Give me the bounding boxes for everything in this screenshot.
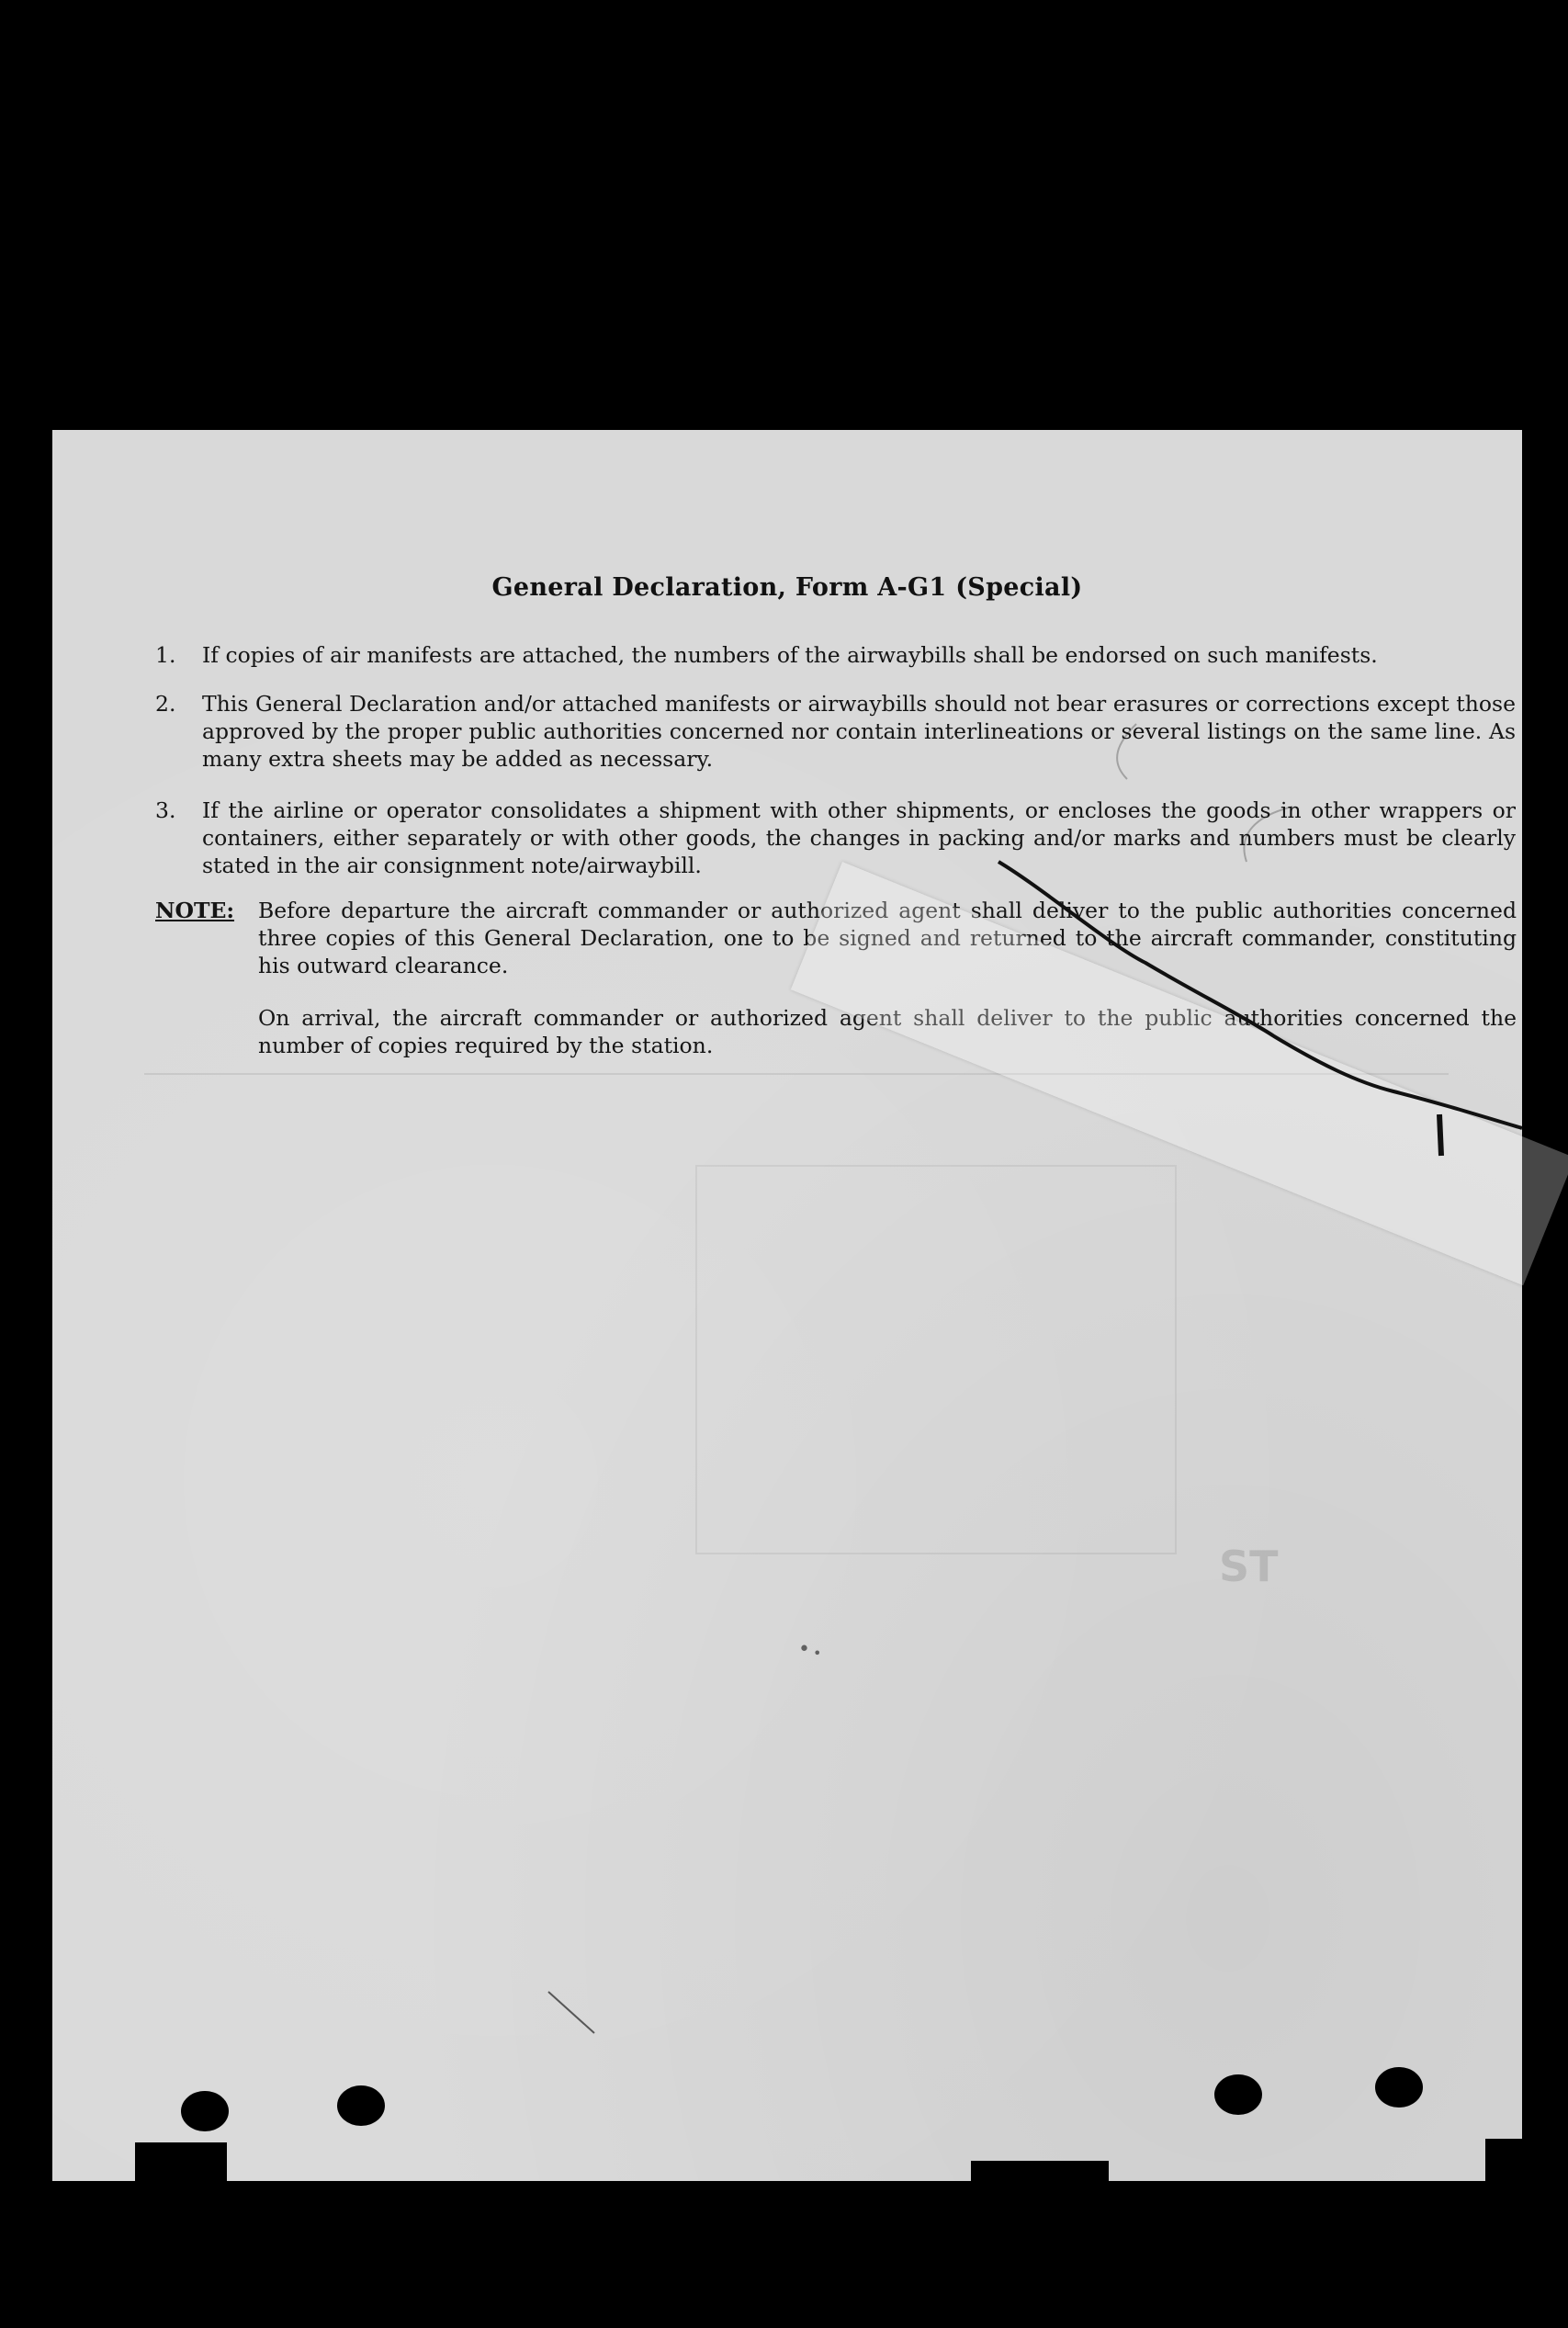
item-number: 3. xyxy=(155,797,176,823)
torn-edge xyxy=(1485,2139,1522,2181)
item-text: If the airline or operator consolidates a shipment with other shipments, or encloses the goods in other wrappers or containers, either separately or with other goods, the changes in packing and/or marks and numbers must be clearly stated in the air consignment note/airwaybill. xyxy=(202,797,1516,878)
punch-hole xyxy=(337,2085,385,2126)
punch-hole xyxy=(1214,2074,1262,2115)
pencil-mark: • xyxy=(798,1638,810,1661)
paper-crack xyxy=(52,430,1522,2181)
note-paragraph-1: Before departure the aircraft commander or authorized agent shall deliver to the public authorities concerned three copies of this General Declaration, one to be signed and returned to the aircraft commander, constituting his outward clearance. xyxy=(258,898,1517,978)
note-label: NOTE: xyxy=(155,898,235,923)
item-text: If copies of air manifests are attached, the numbers of the airwaybills shall be endorsed on such manifests. xyxy=(202,642,1378,668)
note-paragraph-2: On arrival, the aircraft commander or authorized agent shall deliver to the public authorities concerned the number of copies required by the station. xyxy=(258,1005,1517,1058)
item-number: 2. xyxy=(155,691,176,717)
item-text: This General Declaration and/or attached manifests or airwaybills should not bear erasures or corrections except those approved by the proper public authorities concerned nor contain interlineations or several listings on the same line. As many extra sheets may be added as necessary. xyxy=(202,691,1516,772)
torn-edge xyxy=(971,2161,1109,2184)
bleed-through-stamp: ST xyxy=(1219,1542,1279,1591)
document-sheet xyxy=(52,430,1522,2181)
document-title: General Declaration, Form A-G1 (Special) xyxy=(491,573,1083,602)
punch-hole xyxy=(181,2091,229,2131)
item-number: 1. xyxy=(155,642,176,668)
torn-edge xyxy=(135,2142,227,2184)
pencil-mark: • xyxy=(813,1644,822,1662)
punch-hole xyxy=(1375,2067,1423,2108)
